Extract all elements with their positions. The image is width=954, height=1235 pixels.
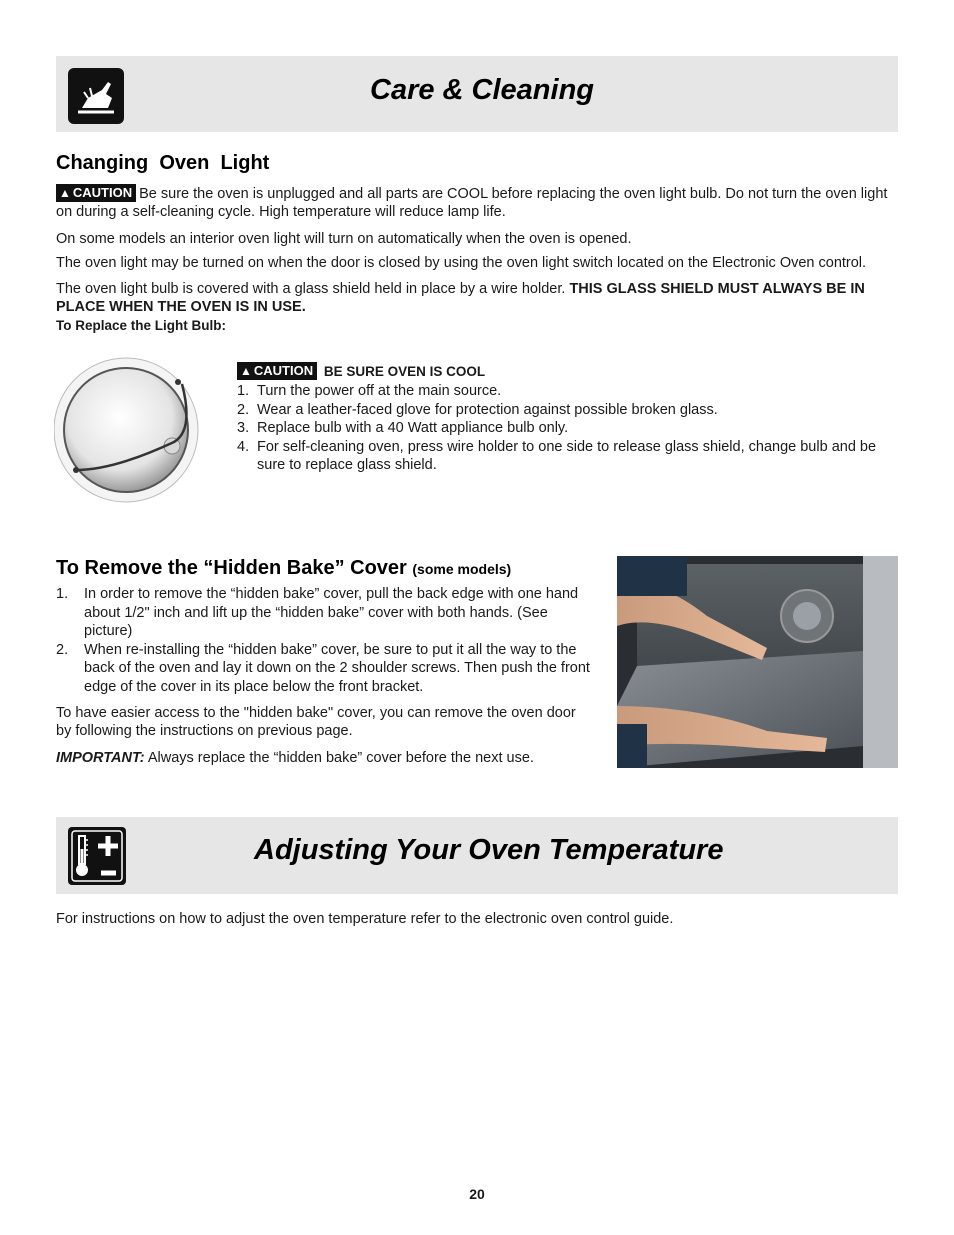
- hidden-bake-heading: To Remove the “Hidden Bake” Cover (some models): [56, 557, 512, 579]
- page-number: 20: [469, 1186, 485, 1202]
- light-bulb-illustration: [54, 350, 200, 508]
- oven-light-para2: The oven light may be turned on when the door is closed by using the oven light switch located on the Electronic Oven control.: [56, 255, 867, 271]
- hidden-bake-steps: [56, 585, 596, 696]
- list-item: 3. Replace bulb with a 40 Watt appliance bulb only.: [237, 420, 569, 436]
- caution2-line: ▲ CAUTION BE SURE OVEN IS COOL: [237, 362, 898, 381]
- list-item: 1. Turn the power off at the main source.: [237, 383, 502, 399]
- list-item: 2. When re-installing the “hidden bake” cover, be sure to put it all the way to the back of the oven and lay it down on the 2 shoulder screws. Then push the front edge of the cover in its place below the front bracket.: [56, 641, 590, 695]
- hidden-bake-para: To have easier access to the "hidden bake" cover, you can remove the oven door by following the instructions on previous page.: [56, 705, 576, 739]
- list-item: 1. In order to remove the “hidden bake” cover, pull the back edge with one hand about 1/2" inch and lift up the “hidden bake” cover with both hands. (See picture): [56, 586, 579, 639]
- oven-light-para3: The oven light bulb is covered with a glass shield held in place by a wire holder. THIS GLASS SHIELD MUST ALWAYS BE IN PLACE WHEN THE OVEN IS IN USE.: [56, 281, 865, 315]
- list-item: 4. For self-cleaning oven, press wire holder to one side to release glass shield, change bulb and be sure to replace glass shield.: [237, 438, 877, 473]
- warning-triangle-icon: ▲: [240, 364, 252, 378]
- replace-bulb-heading: To Replace the Light Bulb:: [56, 318, 226, 333]
- temperature-text: For instructions on how to adjust the oven temperature refer to the electronic oven control guide.: [56, 911, 674, 927]
- caution-badge: ▲ CAUTION: [56, 184, 136, 202]
- caution-badge-2: ▲ CAUTION: [237, 362, 317, 380]
- oven-light-heading: Changing Oven Light: [56, 152, 270, 174]
- temperature-header: [56, 817, 898, 894]
- hidden-bake-photo: [617, 556, 898, 768]
- care-cleaning-header: [56, 56, 898, 132]
- replace-bulb-steps: [237, 382, 899, 475]
- temperature-title: Adjusting Your Oven Temperature: [254, 834, 724, 866]
- hand-cleaning-icon: [68, 68, 124, 124]
- caution-paragraph: ▲ CAUTION Be sure the oven is unplugged and all parts are COOL before replacing the oven light bulb. Do not turn the oven light on during a self-cleaning cycle. High temperature will reduce lamp life.: [56, 185, 888, 220]
- page-title: Care & Cleaning: [370, 74, 594, 106]
- warning-triangle-icon: ▲: [59, 186, 71, 200]
- list-item: 2. Wear a leather-faced glove for protection against possible broken glass.: [237, 401, 718, 418]
- oven-light-para1: On some models an interior oven light will turn on automatically when the oven is opened.: [56, 231, 632, 247]
- thermometer-plus-minus-icon: [68, 827, 126, 885]
- important-note: IMPORTANT: Always replace the “hidden bake” cover before the next use.: [56, 750, 534, 766]
